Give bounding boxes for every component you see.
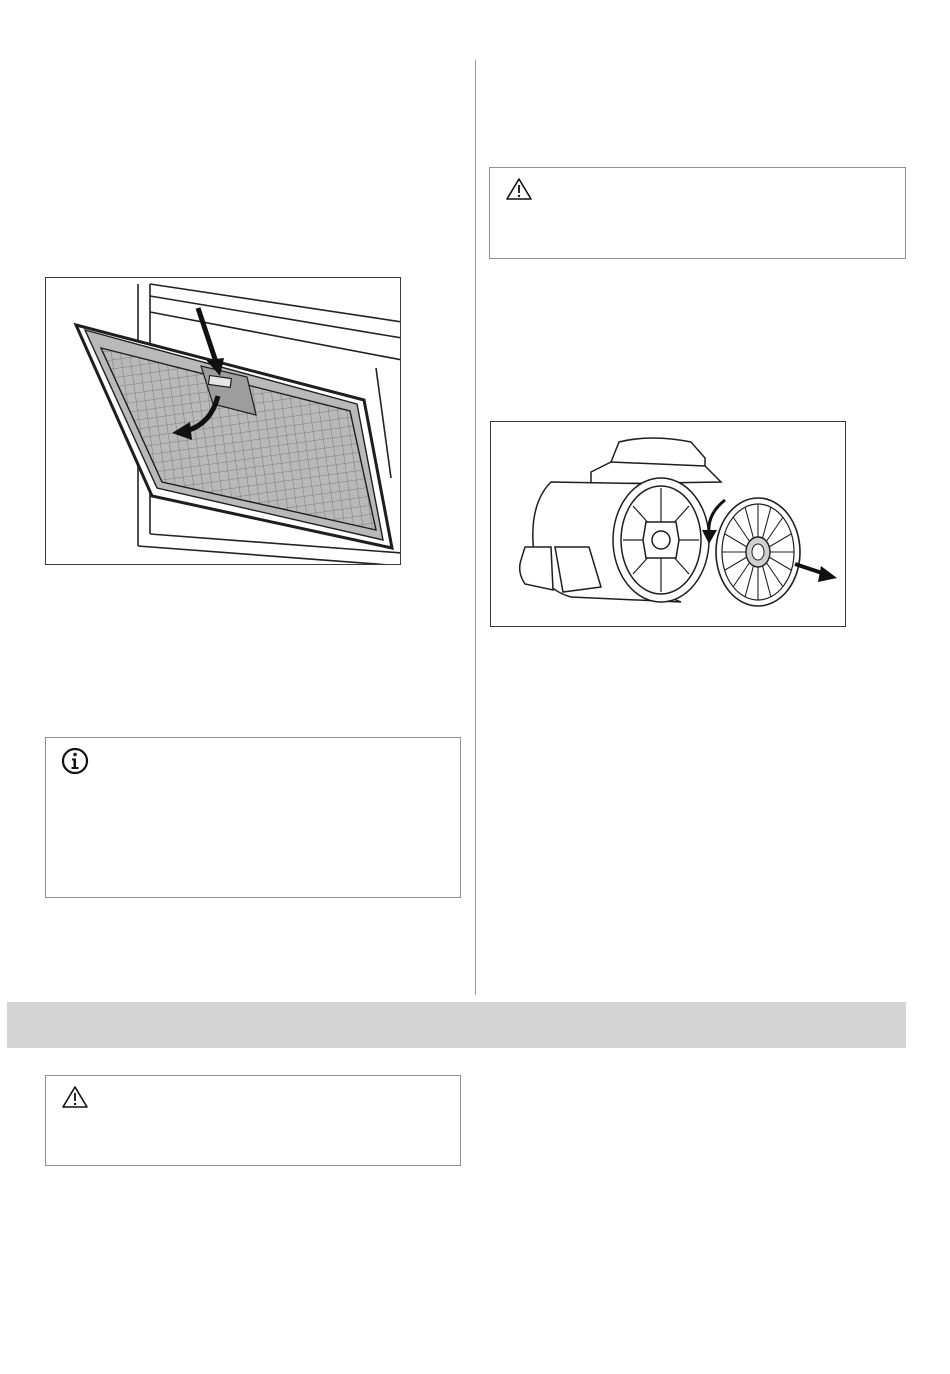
- carbon-filter-illustration: [491, 422, 846, 627]
- warning-icon: [504, 176, 534, 207]
- info-icon: [60, 746, 90, 781]
- warning-note: [489, 167, 906, 259]
- column-divider: [475, 60, 476, 995]
- remove-arrow-icon: [795, 564, 837, 582]
- grease-filter-figure: [45, 277, 401, 565]
- section-header: [7, 1002, 906, 1048]
- warning-icon: [60, 1084, 90, 1115]
- grease-filter-illustration: [46, 278, 401, 565]
- motor-housing: [520, 438, 721, 602]
- info-note: [45, 737, 461, 898]
- carbon-filter-figure: [490, 421, 846, 627]
- carbon-filter-disc: [716, 498, 800, 606]
- section-warning-note: [45, 1075, 461, 1166]
